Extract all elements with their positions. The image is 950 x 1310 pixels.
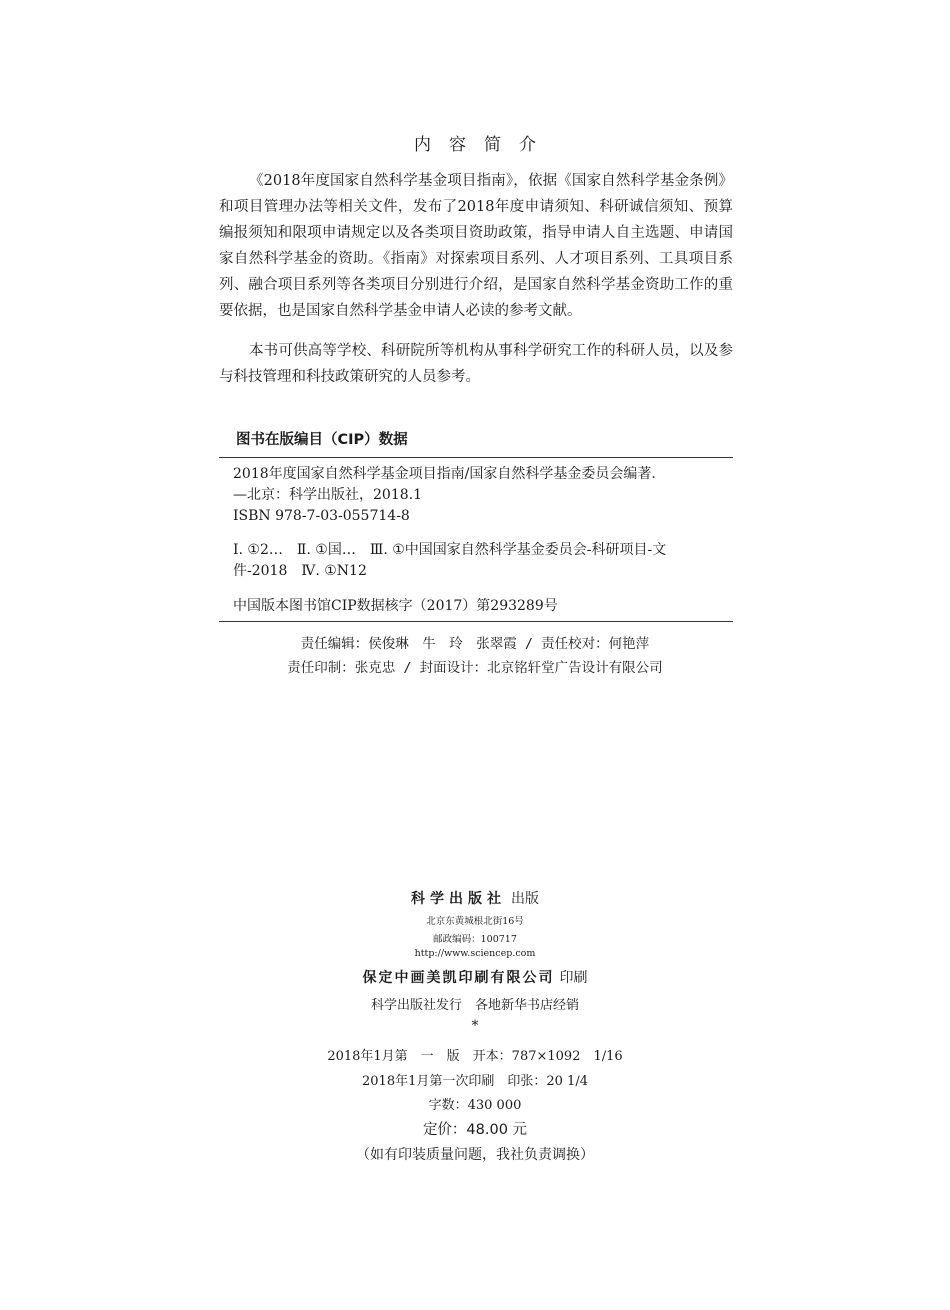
cip-line-2: —北京：科学出版社，2018.1 xyxy=(233,487,422,503)
publisher-suffix: 出版 xyxy=(511,891,540,907)
cip-class-2: 件-2018 Ⅳ. ①N12 xyxy=(233,563,367,579)
publisher-website: http://www.sciencep.com xyxy=(414,948,536,959)
credits-line-1: 责任编辑：侯俊琳 牛 玲 张翠霞 / 责任校对：何艳萍 xyxy=(300,636,650,652)
publisher-name: 科学出版社 xyxy=(410,891,506,907)
intro-title: 内容简介 xyxy=(414,135,554,155)
edition-info: 2018年1月第 一 版 开本：787×1092 1/16 xyxy=(327,1049,623,1064)
cip-class-1: Ⅰ. ①2… Ⅱ. ①国… Ⅲ. ①中国国家自然科学基金委员会-科研项目-文 xyxy=(233,542,667,558)
price: 定价：48.00 元 xyxy=(422,1122,528,1138)
printing-info: 2018年1月第一次印刷 印张：20 1/4 xyxy=(362,1074,588,1089)
printer-line xyxy=(0,967,950,987)
intro-paragraph-2: 本书可供高等学校、科研院所等机构从事科学研究工作的科研人员，以及参与科技管理和科技政策研究的人员参考。 xyxy=(219,343,733,385)
separator-star: * xyxy=(471,1018,479,1034)
publisher-address: 北京东黄城根北街16号 xyxy=(426,916,524,927)
cip-isbn: ISBN 978-7-03-055714-8 xyxy=(233,508,410,524)
cip-title: 图书在版编目（CIP）数据 xyxy=(236,432,408,448)
cip-top-rule xyxy=(219,457,733,458)
publisher-line xyxy=(0,888,950,908)
publisher-postcode: 邮政编码：100717 xyxy=(433,934,517,945)
intro-paragraph-1: 《2018年度国家自然科学基金项目指南》，依据《国家自然科学基金条例》和项目管理办法等相关文件，发布了2018年度申请须知、科研诚信须知、预算编报须知和限项申请规定以及各类项目资助政策，指导申请人自主选题、申请国家自然科学基金的资助。《指南》对探索项目系列、人才项目系列、工具项目系列、融合项目系列等各类项目分别进行介绍，是国家自然科学基金资助工作的重要依据，也是国家自然科学基金申请人必读的参考文献。 xyxy=(219,173,733,319)
credits-line-2: 责任印制：张克忠 / 封面设计：北京铭轩堂广告设计有限公司 xyxy=(287,660,663,676)
quality-notice: （如有印装质量问题，我社负责调换） xyxy=(356,1147,594,1163)
word-count: 字数：430 000 xyxy=(428,1098,522,1113)
cip-line-1: 2018年度国家自然科学基金项目指南/国家自然科学基金委员会编著. xyxy=(233,466,656,482)
printer-suffix: 印刷 xyxy=(559,970,588,986)
cip-bottom-rule xyxy=(219,621,733,622)
printer-name: 保定中画美凯印刷有限公司 xyxy=(362,970,555,986)
distribution: 科学出版社发行 各地新华书店经销 xyxy=(370,998,579,1013)
cip-library: 中国版本图书馆CIP数据核字（2017）第293289号 xyxy=(233,598,558,614)
